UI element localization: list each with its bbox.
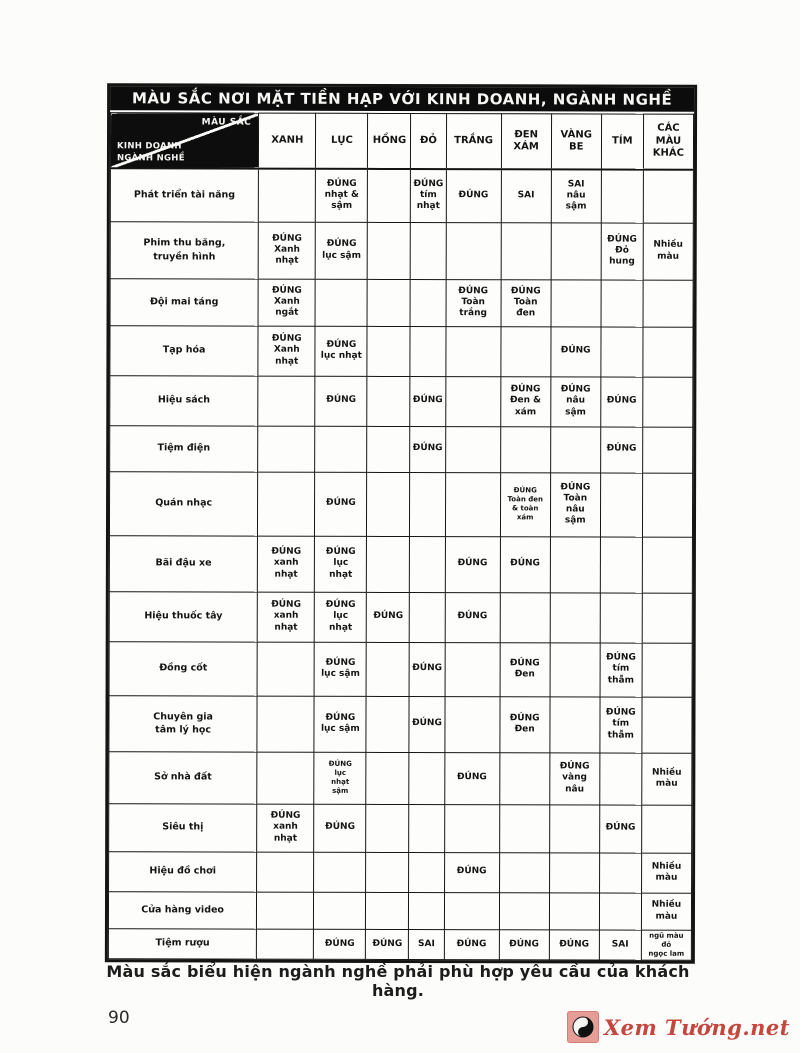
table-cell bbox=[410, 472, 445, 536]
table-cell bbox=[501, 222, 551, 279]
table-cell bbox=[368, 169, 411, 222]
table-cell bbox=[500, 592, 550, 642]
table-cell: ĐÚNG bbox=[366, 929, 409, 959]
table-row bbox=[109, 471, 692, 537]
row-label: Tạp hóa bbox=[110, 325, 258, 375]
table-cell bbox=[257, 642, 314, 696]
table-cell bbox=[445, 376, 500, 426]
color-business-table bbox=[105, 83, 697, 963]
table-cell bbox=[600, 753, 642, 805]
table-cell: ĐÚNG bbox=[551, 326, 601, 376]
table-cell bbox=[550, 696, 600, 752]
table-cell bbox=[550, 592, 600, 642]
table-cell: ĐÚNG lục nhạt bbox=[315, 326, 367, 376]
table-cell bbox=[550, 642, 600, 696]
table-cell: ĐÚNG bbox=[410, 426, 445, 472]
table-cell bbox=[550, 426, 600, 472]
row-label: Cửa hàng video bbox=[108, 891, 256, 928]
table-cell bbox=[259, 169, 316, 222]
watermark bbox=[567, 1011, 790, 1043]
table-cell bbox=[501, 326, 551, 376]
table-cell bbox=[411, 279, 446, 326]
table-cell: SAI bbox=[409, 929, 444, 959]
table-cell bbox=[600, 537, 642, 593]
row-label: Tiệm rượu bbox=[108, 928, 256, 959]
row-label: Bãi đậu xe bbox=[109, 535, 257, 591]
table-cell bbox=[549, 892, 599, 929]
page-number: 90 bbox=[108, 1008, 130, 1028]
row-label: Hiệu thuốc tây bbox=[109, 591, 257, 641]
table-row bbox=[110, 325, 693, 377]
table-cell bbox=[366, 696, 409, 752]
column-header-0: XANH bbox=[259, 113, 316, 169]
column-header-4: TRẮNG bbox=[446, 114, 501, 170]
row-label: Hiệu đồ chơi bbox=[109, 851, 257, 891]
table-cell bbox=[445, 472, 500, 536]
table-cell: ĐÚNG bbox=[601, 377, 643, 427]
table-cell: ĐÚNG Toàn nâu sậm bbox=[550, 472, 600, 536]
column-header-6: VÀNG BE bbox=[551, 114, 601, 170]
table-cell: ĐÚNG bbox=[315, 472, 367, 536]
table-row bbox=[109, 803, 692, 853]
table-cell bbox=[257, 892, 314, 929]
table-cell: ĐÚNG tím thẫm bbox=[600, 697, 642, 753]
table-cell: ĐÚNG bbox=[445, 592, 500, 642]
table-cell: ĐÚNG bbox=[314, 929, 366, 959]
table-cell bbox=[315, 279, 367, 326]
table-cell bbox=[314, 892, 366, 929]
column-header-1: LỤC bbox=[316, 113, 368, 169]
row-label: Đồng cốt bbox=[109, 641, 257, 695]
table-cell: ĐÚNG lục sậm bbox=[314, 696, 366, 752]
table-cell: SAI bbox=[501, 169, 551, 222]
table-cell: ĐÚNG bbox=[599, 805, 641, 853]
table-cell: ĐÚNG Đen bbox=[500, 696, 550, 752]
table-cell bbox=[642, 537, 692, 593]
table-cell bbox=[444, 892, 499, 929]
table-cell: ĐÚNG Đỏ hung bbox=[601, 223, 643, 280]
column-header-2: HỒNG bbox=[368, 113, 411, 169]
table-cell bbox=[549, 852, 599, 892]
table-cell bbox=[410, 326, 445, 376]
table-cell bbox=[601, 170, 643, 223]
table-cell: ĐÚNG bbox=[410, 376, 445, 426]
column-header-5: ĐEN XÁM bbox=[501, 114, 551, 170]
table-cell: ĐÚNG nhạt & sậm bbox=[316, 169, 368, 222]
table-cell bbox=[257, 852, 314, 892]
table-cell: ĐÚNG Xanh nhạt bbox=[258, 222, 315, 279]
table-cell bbox=[315, 426, 367, 472]
table-cell: ĐÚNG Toàn trắng bbox=[446, 279, 501, 326]
table-cell bbox=[367, 472, 410, 536]
row-label: Đội mai táng bbox=[110, 278, 258, 325]
table-cell: ĐÚNG xanh nhạt bbox=[258, 536, 315, 592]
yin-yang-icon bbox=[567, 1011, 599, 1043]
table-cell bbox=[257, 752, 314, 804]
table-cell: ĐÚNG bbox=[444, 752, 499, 804]
table-cell: ngũ màu đỏ ngọc lam bbox=[641, 930, 691, 960]
table-cell: ĐÚNG lục sậm bbox=[314, 642, 366, 696]
table-cell bbox=[444, 804, 499, 852]
table-cell: ĐÚNG tím thẫm bbox=[600, 643, 642, 697]
watermark-text: Xem Tướng.net bbox=[603, 1014, 790, 1040]
table-cell bbox=[366, 852, 409, 892]
table-cell bbox=[549, 804, 599, 852]
table-cell bbox=[411, 222, 446, 279]
table-cell: Nhiều màu bbox=[643, 223, 693, 280]
table-cell: ĐÚNG bbox=[500, 536, 550, 592]
column-header-3: ĐỎ bbox=[411, 114, 446, 170]
table-cell: ĐÚNG bbox=[410, 642, 445, 696]
table-cell bbox=[643, 327, 693, 377]
table-cell: ĐÚNG bbox=[367, 592, 410, 642]
row-label: Chuyên gia tâm lý học bbox=[109, 695, 257, 751]
table-row bbox=[110, 375, 693, 427]
table-cell: ĐÚNG lục nhạt bbox=[315, 536, 367, 592]
table-title: MÀU SẮC NƠI MẶT TIỀN HẠP VỚI KINH DOANH, NGÀNH NGHỀ bbox=[110, 86, 694, 114]
table-row bbox=[109, 535, 692, 593]
table-cell: SAI nâu sậm bbox=[551, 169, 601, 222]
table-cell bbox=[641, 805, 691, 853]
table-cell: ĐÚNG bbox=[445, 536, 500, 592]
table-cell bbox=[499, 804, 549, 852]
table-cell bbox=[446, 222, 501, 279]
table-cell bbox=[409, 892, 444, 929]
table-row bbox=[109, 641, 692, 697]
table-cell: ĐÚNG bbox=[549, 929, 599, 959]
table-cell: ĐÚNG Đen bbox=[500, 642, 550, 696]
table-cell bbox=[366, 642, 409, 696]
table-row bbox=[109, 851, 692, 893]
table-cell bbox=[366, 804, 409, 852]
table-cell: ĐÚNG lục nhạt bbox=[315, 592, 367, 642]
table-cell bbox=[499, 892, 549, 929]
table-cell: ĐÚNG Toàn đen & toàn xám bbox=[500, 472, 550, 536]
table-cell bbox=[314, 852, 366, 892]
table-cell bbox=[366, 892, 409, 929]
table-cell bbox=[642, 697, 692, 753]
table-row bbox=[108, 928, 691, 960]
table-cell bbox=[642, 427, 692, 473]
corner-top-label: MÀU SẮC bbox=[201, 117, 252, 128]
table-cell bbox=[367, 279, 410, 326]
table-cell bbox=[409, 852, 444, 892]
row-label: Quán nhạc bbox=[109, 471, 257, 535]
table-row bbox=[109, 695, 692, 753]
header-row bbox=[110, 113, 693, 170]
table-cell bbox=[367, 536, 410, 592]
table-cell: Nhiều màu bbox=[642, 753, 692, 805]
column-header-7: TÍM bbox=[601, 114, 643, 170]
table-cell: ĐÚNG tím nhạt bbox=[411, 169, 446, 222]
table-cell bbox=[368, 222, 411, 279]
table-cell: ĐÚNG vàng nâu bbox=[549, 752, 599, 804]
table-cell bbox=[499, 852, 549, 892]
table-cell bbox=[258, 376, 315, 426]
table-cell bbox=[257, 929, 314, 959]
table-cell bbox=[445, 642, 500, 696]
row-label: Siêu thị bbox=[109, 803, 257, 851]
table-cell: ĐÚNG bbox=[315, 376, 367, 426]
table-cell bbox=[367, 326, 410, 376]
table-cell bbox=[642, 473, 692, 537]
table-cell bbox=[551, 222, 601, 279]
table-cell: Nhiều màu bbox=[641, 853, 691, 893]
table-cell bbox=[409, 752, 444, 804]
table-cell bbox=[643, 377, 693, 427]
table-cell bbox=[410, 592, 445, 642]
table-cell: ĐÚNG xanh nhạt bbox=[257, 804, 314, 852]
table-cell bbox=[367, 426, 410, 472]
table-caption: Màu sắc biểu hiện ngành nghề phải phù hợp yêu cầu của khách hàng. bbox=[106, 962, 690, 1000]
table-cell: ĐÚNG bbox=[409, 696, 444, 752]
table-cell: ĐÚNG bbox=[600, 427, 642, 473]
table-cell bbox=[599, 893, 641, 930]
table-cell bbox=[258, 426, 315, 472]
table-cell bbox=[600, 593, 642, 643]
table-cell: ĐÚNG bbox=[444, 929, 499, 959]
table-cell: ĐÚNG lục sậm bbox=[315, 222, 367, 279]
table-row bbox=[109, 591, 692, 643]
table-cell: ĐÚNG Xanh nhạt bbox=[258, 326, 315, 376]
corner-bottom-label: KINH DOANH NGÀNH NGHỀ bbox=[116, 141, 185, 163]
table-row bbox=[109, 751, 692, 805]
table-cell: ĐÚNG xanh nhạt bbox=[257, 592, 314, 642]
table-cell bbox=[445, 426, 500, 472]
table-cell: ĐÚNG bbox=[314, 804, 366, 852]
table-cell bbox=[600, 473, 642, 537]
table-cell bbox=[258, 472, 315, 536]
table-cell bbox=[643, 280, 693, 327]
table-cell bbox=[599, 853, 641, 893]
table-cell bbox=[409, 804, 444, 852]
table-cell bbox=[642, 593, 692, 643]
table-cell bbox=[601, 280, 643, 327]
table-row bbox=[110, 425, 693, 473]
table-cell bbox=[257, 696, 314, 752]
data-table bbox=[108, 112, 694, 960]
row-label: Phim thu băng, truyền hình bbox=[110, 221, 258, 278]
table-cell bbox=[445, 326, 500, 376]
table-cell: ĐÚNG bbox=[499, 929, 549, 959]
row-label: Sở nhà đất bbox=[109, 751, 257, 803]
table-row bbox=[110, 278, 693, 327]
table-cell bbox=[500, 426, 550, 472]
table-cell: ĐÚNG bbox=[446, 169, 501, 222]
table-cell bbox=[642, 643, 692, 697]
table-cell: ĐÚNG Xanh ngắt bbox=[258, 279, 315, 326]
table-cell bbox=[643, 170, 693, 223]
row-label: Hiệu sách bbox=[110, 375, 258, 425]
row-label: Tiệm điện bbox=[110, 425, 258, 471]
table-cell bbox=[550, 536, 600, 592]
table-cell bbox=[444, 696, 499, 752]
table-row bbox=[110, 168, 693, 223]
corner-header bbox=[110, 113, 258, 169]
table-cell: Nhiều màu bbox=[641, 893, 691, 930]
table-cell bbox=[410, 536, 445, 592]
table-row bbox=[110, 221, 693, 280]
table-cell: ĐÚNG Đen & xám bbox=[500, 376, 550, 426]
row-label: Phát triển tài năng bbox=[110, 168, 258, 221]
table-cell: ĐÚNG nâu sậm bbox=[550, 376, 600, 426]
table-cell bbox=[367, 376, 410, 426]
table-cell bbox=[499, 752, 549, 804]
table-cell bbox=[601, 327, 643, 377]
table-row bbox=[108, 891, 691, 930]
table-cell: ĐÚNG lục nhạt sậm bbox=[314, 752, 366, 804]
table-cell: ĐÚNG Toàn đen bbox=[501, 279, 551, 326]
table-cell: ĐÚNG bbox=[444, 852, 499, 892]
column-header-8: CÁC MÀU KHÁC bbox=[643, 114, 693, 170]
table-cell: SAI bbox=[599, 930, 641, 960]
table-cell bbox=[551, 279, 601, 326]
table-cell bbox=[366, 752, 409, 804]
